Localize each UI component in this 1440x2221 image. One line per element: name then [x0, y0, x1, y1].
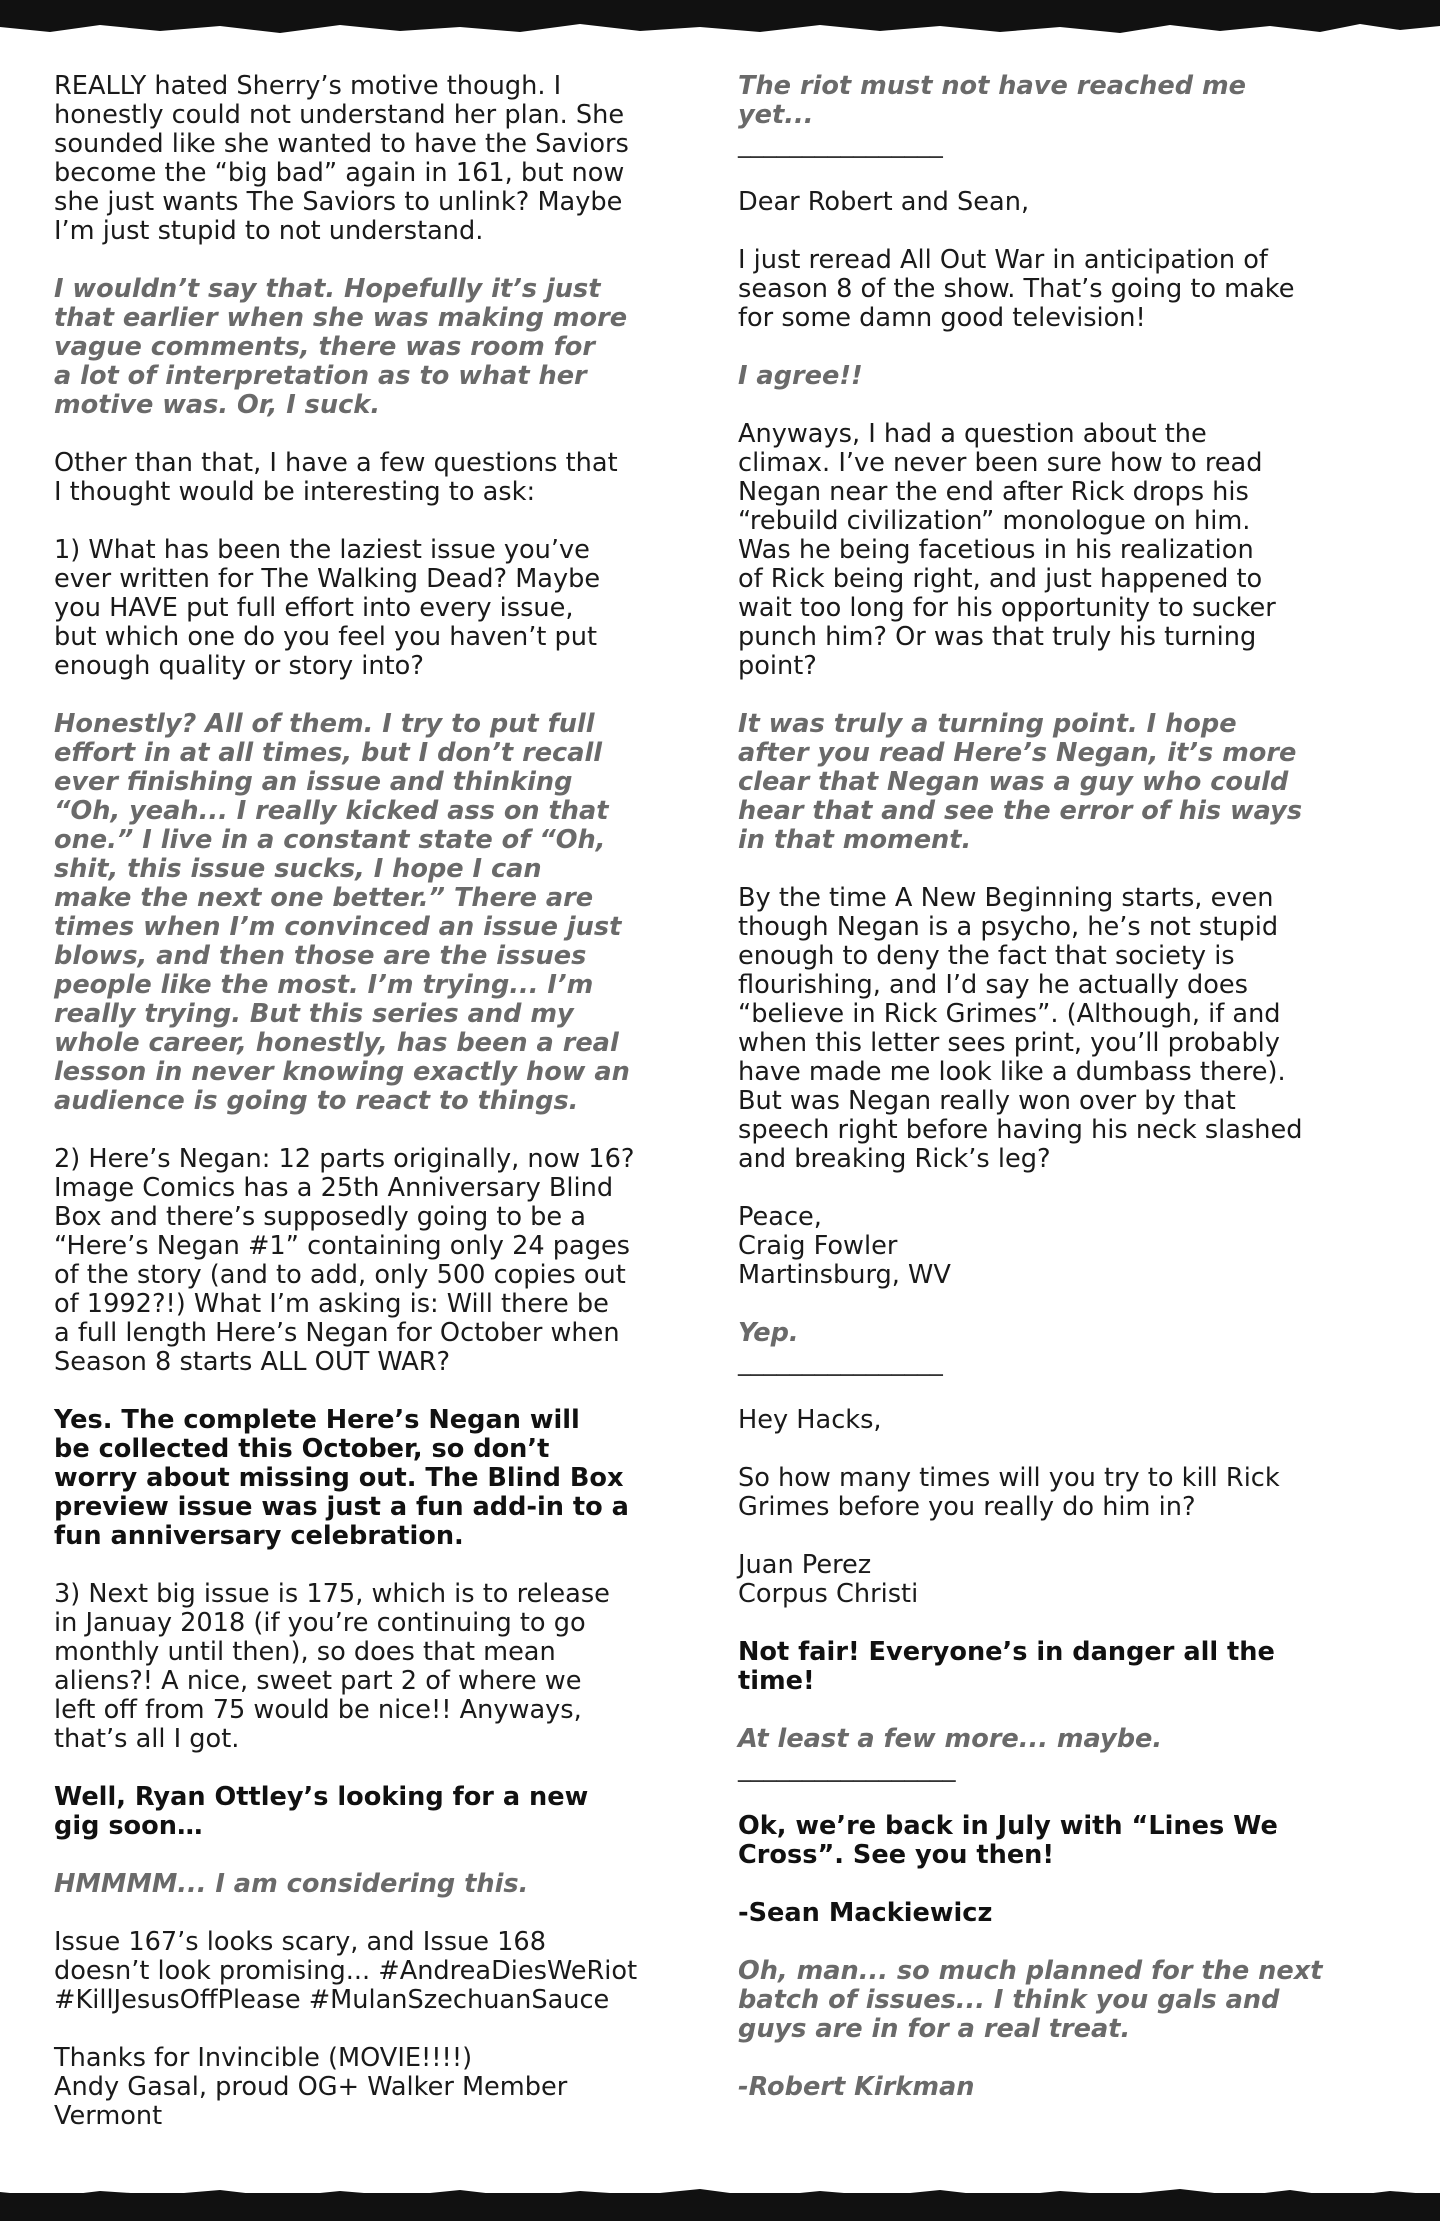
kirkman-reply: The riot must not have reached me yet... [738, 71, 1246, 130]
editor-reply: Well, Ryan Ottley’s looking for a new gig soon… [54, 1782, 589, 1841]
kirkman-reply: At least a few more... maybe. [738, 1724, 1163, 1754]
letter-divider: ________________ [738, 1347, 943, 1377]
kirkman-reply: HMMMM... I am considering this. [54, 1869, 529, 1899]
reader-letter-paragraph: 2) Here’s Negan: 12 parts originally, now 16? Image Comics has a 25th Anniversary Blind Box and there’s supposedly going to be a “Here’s Negan #1” containing only 24 pages of the story (and to add, only 500 copies out of 1992?!) What I’m asking is: Will there be a full length Here’s Negan for October when Season 8 starts ALL OUT WAR? [54, 1144, 635, 1377]
reader-letter-paragraph: REALLY hated Sherry’s motive though. I honestly could not understand her plan. She sounded like she wanted to have the Saviors become the “big bad” again in 161, but now she just wants The Saviors to unlink? Maybe I’m just stupid to not understand. [54, 71, 629, 246]
reader-letter-paragraph: Peace, Craig Fowler Martinsburg, WV [738, 1202, 951, 1290]
reader-letter-paragraph: Anyways, I had a question about the climax. I’ve never been sure how to read Negan near the end after Rick drops his “rebuild civilization” monologue on him. Was he being facetious in his realization of Rick being right, and just happened to wait too long for his opportunity to sucker punch him? Or was that truly his turning point? [738, 419, 1276, 681]
kirkman-reply: I agree!! [738, 361, 863, 391]
reader-letter-paragraph: 3) Next big issue is 175, which is to release in Januay 2018 (if you’re continuing to go monthly until then), so does that mean aliens?! A nice, sweet part 2 of where we left off from 75 would be nice!! Anyways, that’s all I got. [54, 1579, 610, 1754]
reader-letter-paragraph: By the time A New Beginning starts, even though Negan is a psycho, he’s not stupid enough to deny the fact that society is flourishing, and I’d say he actually does “believe in Rick Grimes”. (Although, if and when this letter sees print, you’ll probably have made me look like a dumbass there). But was Negan really won over by that speech right before having his neck slashed and breaking Rick’s leg? [738, 883, 1303, 1174]
reader-letter-paragraph: So how many times will you try to kill Rick Grimes before you really do him in? [738, 1463, 1280, 1522]
kirkman-reply: It was truly a turning point. I hope after you read Here’s Negan, it’s more clear that Negan was a guy who could hear that and see the error of his ways in that moment. [738, 709, 1303, 855]
kirkman-reply: Honestly? All of them. I try to put full effort in at all times, but I don’t recall ever finishing an issue and thinking “Oh, yeah... I really kicked ass on that one.” I live in a constant state of “Oh, shit, this issue sucks, I hope I can make the next one better.” There are times when I’m convinced an issue just blows, and then those are the issues people like the most. I’m trying... I’m really trying. But this series and my whole career, honestly, has been a real lesson in never knowing exactly how an audience is going to react to things. [54, 709, 630, 1116]
editor-reply: Not fair! Everyone’s in danger all the time! [738, 1637, 1275, 1696]
letter-divider: _________________ [738, 1753, 956, 1783]
reader-letter-paragraph: 1) What has been the laziest issue you’ve ever written for The Walking Dead? Maybe you HAVE put full effort into every issue, but which one do you feel you haven’t put enough quality or story into? [54, 535, 601, 681]
kirkman-reply: Oh, man... so much planned for the next batch of issues... I think you gals and guys are in for a real treat. [738, 1956, 1323, 2044]
kirkman-reply: Yep. [738, 1318, 799, 1348]
reader-letter-paragraph: Issue 167’s looks scary, and Issue 168 doesn’t look promising... #AndreaDiesWeRiot #KillJesusOffPlease #MulanSzechuanSauce [54, 1927, 638, 2015]
letters-column-left [54, 72, 704, 2160]
editor-reply: -Sean Mackiewicz [738, 1898, 993, 1928]
letters-column-right [738, 72, 1388, 2131]
top-grunge-border [0, 0, 1440, 22]
kirkman-reply: I wouldn’t say that. Hopefully it’s just that earlier when she was making more vague comments, there was room for a lot of interpretation as to what her motive was. Or, I suck. [54, 274, 628, 420]
editor-reply: Ok, we’re back in July with “Lines We Cross”. See you then! [738, 1811, 1278, 1870]
reader-letter-paragraph: Dear Robert and Sean, [738, 187, 1030, 217]
reader-letter-paragraph: I just reread All Out War in anticipation of season 8 of the show. That’s going to make for some damn good television! [738, 245, 1295, 333]
reader-letter-paragraph: Hey Hacks, [738, 1405, 882, 1435]
kirkman-reply: -Robert Kirkman [738, 2072, 975, 2102]
editor-reply: Yes. The complete Here’s Negan will be collected this October, so don’t worry about missing out. The Blind Box preview issue was just a fun add-in to a fun anniversary celebration. [54, 1405, 629, 1551]
letter-divider: ________________ [738, 129, 943, 159]
bottom-grunge-border [0, 2193, 1440, 2213]
reader-letter-paragraph: Juan Perez Corpus Christi [738, 1550, 919, 1609]
reader-letter-paragraph: Thanks for Invincible (MOVIE!!!!) Andy Gasal, proud OG+ Walker Member Vermont [54, 2043, 568, 2131]
reader-letter-paragraph: Other than that, I have a few questions that I thought would be interesting to ask: [54, 448, 618, 507]
